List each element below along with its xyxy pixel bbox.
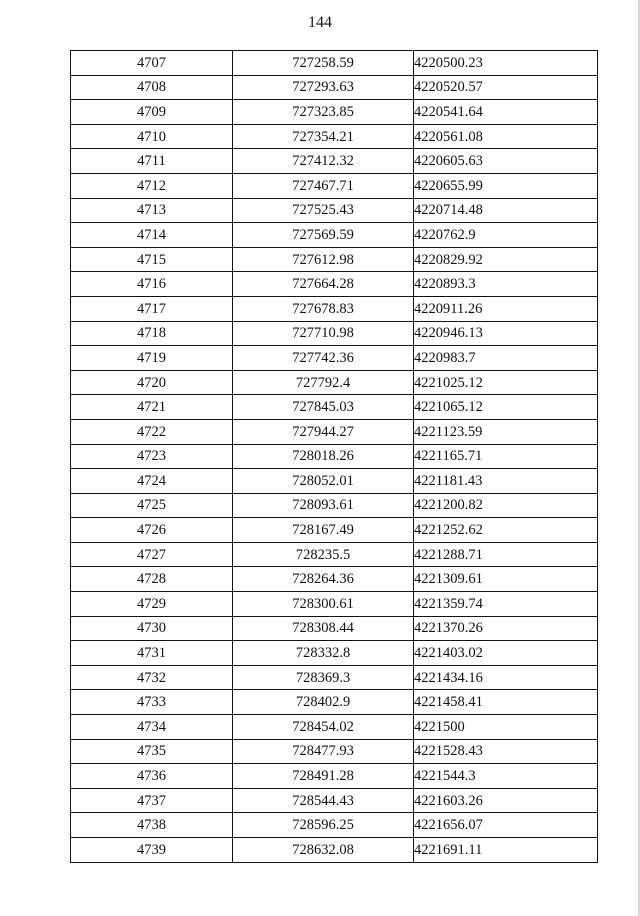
- table-row: [71, 395, 598, 420]
- x-coordinate-cell: 728018.26: [233, 444, 414, 469]
- coordinates-table: [70, 50, 598, 863]
- table-row: [71, 51, 598, 76]
- table-row: [71, 493, 598, 518]
- table-row: [71, 247, 598, 272]
- table-row: [71, 813, 598, 838]
- point-id-cell: 4733: [71, 690, 233, 715]
- table-row: [71, 715, 598, 740]
- y-coordinate-cell: 4221252.62: [414, 518, 598, 543]
- table-row: [71, 690, 598, 715]
- y-coordinate-cell: 4221544.3: [414, 764, 598, 789]
- x-coordinate-cell: 728052.01: [233, 469, 414, 494]
- y-coordinate-cell: 4221309.61: [414, 567, 598, 592]
- point-id-cell: 4738: [71, 813, 233, 838]
- table-row: [71, 75, 598, 100]
- table-row: [71, 370, 598, 395]
- point-id-cell: 4731: [71, 641, 233, 666]
- x-coordinate-cell: 727710.98: [233, 321, 414, 346]
- y-coordinate-cell: 4220983.7: [414, 346, 598, 371]
- table-row: [71, 444, 598, 469]
- y-coordinate-cell: 4220500.23: [414, 51, 598, 76]
- x-coordinate-cell: 728264.36: [233, 567, 414, 592]
- table-row: [71, 665, 598, 690]
- x-coordinate-cell: 727944.27: [233, 419, 414, 444]
- x-coordinate-cell: 728300.61: [233, 592, 414, 617]
- x-coordinate-cell: 728491.28: [233, 764, 414, 789]
- x-coordinate-cell: 727569.59: [233, 223, 414, 248]
- x-coordinate-cell: 727792.4: [233, 370, 414, 395]
- table-row: [71, 173, 598, 198]
- table-row: [71, 100, 598, 125]
- point-id-cell: 4723: [71, 444, 233, 469]
- x-coordinate-cell: 728402.9: [233, 690, 414, 715]
- point-id-cell: 4737: [71, 788, 233, 813]
- point-id-cell: 4714: [71, 223, 233, 248]
- table-row: [71, 641, 598, 666]
- table-row: [71, 198, 598, 223]
- y-coordinate-cell: 4221656.07: [414, 813, 598, 838]
- point-id-cell: 4711: [71, 149, 233, 174]
- point-id-cell: 4729: [71, 592, 233, 617]
- y-coordinate-cell: 4221288.71: [414, 542, 598, 567]
- point-id-cell: 4728: [71, 567, 233, 592]
- y-coordinate-cell: 4221403.02: [414, 641, 598, 666]
- x-coordinate-cell: 727467.71: [233, 173, 414, 198]
- table-row: [71, 124, 598, 149]
- table-row: [71, 296, 598, 321]
- point-id-cell: 4707: [71, 51, 233, 76]
- y-coordinate-cell: 4221691.11: [414, 838, 598, 863]
- x-coordinate-cell: 728332.8: [233, 641, 414, 666]
- x-coordinate-cell: 728093.61: [233, 493, 414, 518]
- table-row: [71, 469, 598, 494]
- table-row: [71, 764, 598, 789]
- y-coordinate-cell: 4221359.74: [414, 592, 598, 617]
- y-coordinate-cell: 4220829.92: [414, 247, 598, 272]
- table-row: [71, 321, 598, 346]
- table-row: [71, 739, 598, 764]
- point-id-cell: 4719: [71, 346, 233, 371]
- point-id-cell: 4721: [71, 395, 233, 420]
- x-coordinate-cell: 728454.02: [233, 715, 414, 740]
- page-number: 144: [308, 14, 332, 31]
- table-row: [71, 419, 598, 444]
- table-row: [71, 272, 598, 297]
- point-id-cell: 4718: [71, 321, 233, 346]
- x-coordinate-cell: 728544.43: [233, 788, 414, 813]
- y-coordinate-cell: 4220561.08: [414, 124, 598, 149]
- y-coordinate-cell: 4221165.71: [414, 444, 598, 469]
- table-row: [71, 346, 598, 371]
- x-coordinate-cell: 727258.59: [233, 51, 414, 76]
- y-coordinate-cell: 4220911.26: [414, 296, 598, 321]
- y-coordinate-cell: 4221181.43: [414, 469, 598, 494]
- point-id-cell: 4722: [71, 419, 233, 444]
- x-coordinate-cell: 727412.32: [233, 149, 414, 174]
- point-id-cell: 4739: [71, 838, 233, 863]
- table-row: [71, 592, 598, 617]
- x-coordinate-cell: 728477.93: [233, 739, 414, 764]
- table-row: [71, 149, 598, 174]
- y-coordinate-cell: 4220655.99: [414, 173, 598, 198]
- x-coordinate-cell: 728235.5: [233, 542, 414, 567]
- x-coordinate-cell: 727612.98: [233, 247, 414, 272]
- x-coordinate-cell: 728308.44: [233, 616, 414, 641]
- x-coordinate-cell: 727742.36: [233, 346, 414, 371]
- y-coordinate-cell: 4220762.9: [414, 223, 598, 248]
- x-coordinate-cell: 727678.83: [233, 296, 414, 321]
- y-coordinate-cell: 4221065.12: [414, 395, 598, 420]
- y-coordinate-cell: 4220605.63: [414, 149, 598, 174]
- point-id-cell: 4713: [71, 198, 233, 223]
- point-id-cell: 4717: [71, 296, 233, 321]
- y-coordinate-cell: 4221025.12: [414, 370, 598, 395]
- y-coordinate-cell: 4221200.82: [414, 493, 598, 518]
- table-row: [71, 223, 598, 248]
- table-row: [71, 788, 598, 813]
- point-id-cell: 4734: [71, 715, 233, 740]
- point-id-cell: 4715: [71, 247, 233, 272]
- point-id-cell: 4730: [71, 616, 233, 641]
- point-id-cell: 4736: [71, 764, 233, 789]
- x-coordinate-cell: 728167.49: [233, 518, 414, 543]
- y-coordinate-cell: 4220946.13: [414, 321, 598, 346]
- table-body: [71, 51, 598, 863]
- table-row: [71, 542, 598, 567]
- y-coordinate-cell: 4220520.57: [414, 75, 598, 100]
- point-id-cell: 4708: [71, 75, 233, 100]
- table-row: [71, 838, 598, 863]
- x-coordinate-cell: 728632.08: [233, 838, 414, 863]
- y-coordinate-cell: 4221528.43: [414, 739, 598, 764]
- y-coordinate-cell: 4221434.16: [414, 665, 598, 690]
- table-row: [71, 616, 598, 641]
- point-id-cell: 4725: [71, 493, 233, 518]
- point-id-cell: 4735: [71, 739, 233, 764]
- table-row: [71, 518, 598, 543]
- y-coordinate-cell: 4220541.64: [414, 100, 598, 125]
- point-id-cell: 4712: [71, 173, 233, 198]
- y-coordinate-cell: 4221603.26: [414, 788, 598, 813]
- point-id-cell: 4732: [71, 665, 233, 690]
- x-coordinate-cell: 727664.28: [233, 272, 414, 297]
- point-id-cell: 4726: [71, 518, 233, 543]
- point-id-cell: 4724: [71, 469, 233, 494]
- y-coordinate-cell: 4220714.48: [414, 198, 598, 223]
- x-coordinate-cell: 727845.03: [233, 395, 414, 420]
- table-row: [71, 567, 598, 592]
- x-coordinate-cell: 727293.63: [233, 75, 414, 100]
- point-id-cell: 4727: [71, 542, 233, 567]
- x-coordinate-cell: 727323.85: [233, 100, 414, 125]
- y-coordinate-cell: 4221500: [414, 715, 598, 740]
- point-id-cell: 4716: [71, 272, 233, 297]
- point-id-cell: 4709: [71, 100, 233, 125]
- x-coordinate-cell: 727354.21: [233, 124, 414, 149]
- point-id-cell: 4710: [71, 124, 233, 149]
- y-coordinate-cell: 4220893.3: [414, 272, 598, 297]
- x-coordinate-cell: 727525.43: [233, 198, 414, 223]
- x-coordinate-cell: 728369.3: [233, 665, 414, 690]
- point-id-cell: 4720: [71, 370, 233, 395]
- x-coordinate-cell: 728596.25: [233, 813, 414, 838]
- y-coordinate-cell: 4221123.59: [414, 419, 598, 444]
- y-coordinate-cell: 4221458.41: [414, 690, 598, 715]
- y-coordinate-cell: 4221370.26: [414, 616, 598, 641]
